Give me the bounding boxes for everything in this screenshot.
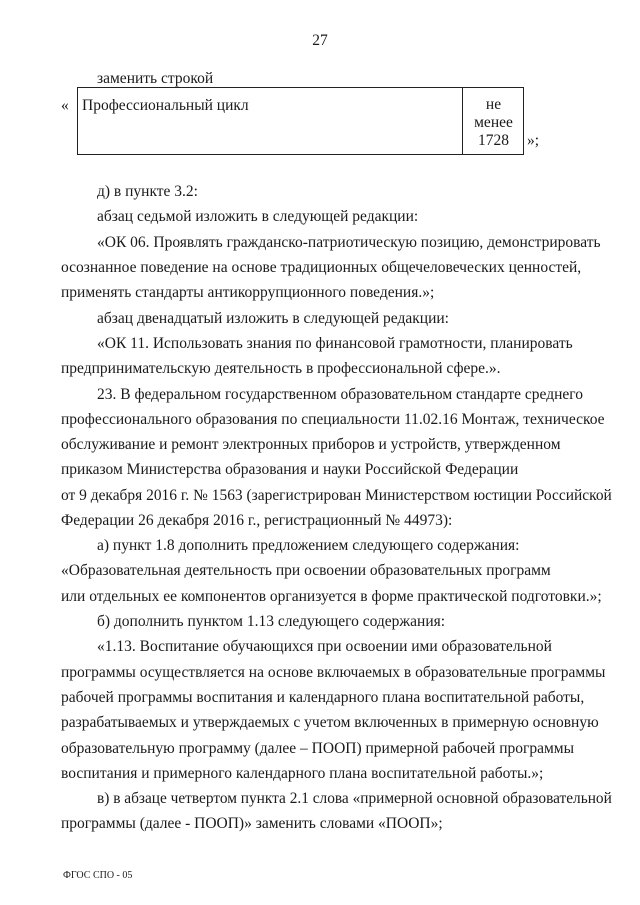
text-line: рабочей программы воспитания и календарного плана воспитательной работы, bbox=[61, 689, 585, 706]
text-line: «ОК 11. Использовать знания по финансовой грамотности, планировать bbox=[97, 335, 573, 352]
text-line: «Образовательная деятельность при освоении образовательных программ bbox=[61, 562, 551, 579]
table-open-quote: « bbox=[61, 97, 69, 114]
text-line: воспитания и примерного календарного плана воспитательной работы.»; bbox=[61, 765, 544, 782]
text-line: осознанное поведение на основе традиционных общечеловеческих ценностей, bbox=[61, 259, 582, 276]
text-line: предпринимательскую деятельность в профессиональной сфере.». bbox=[61, 360, 501, 377]
footer-code: ФГОС СПО - 05 bbox=[63, 870, 133, 881]
text-line: 23. В федеральном государственном образовательном стандарте среднего bbox=[97, 386, 583, 403]
text-line: от 9 декабря 2016 г. № 1563 (зарегистрирован Министерством юстиции Российской bbox=[61, 487, 612, 504]
text-line: в) в абзаце четвертом пункта 2.1 слова «примерной основной образовательной bbox=[97, 790, 612, 807]
table-close: »; bbox=[527, 132, 540, 149]
table-cell-right-1: не bbox=[485, 96, 502, 113]
text-line: абзац седьмой изложить в следующей редакции: bbox=[97, 208, 419, 225]
text-line: или отдельных ее компонентов организуется в форме практической подготовки.»; bbox=[61, 588, 602, 605]
text-line: применять стандарты антикоррупционного поведения.»; bbox=[61, 284, 435, 301]
table-cell-right-2: менее bbox=[474, 114, 513, 131]
text-line: «1.13. Воспитание обучающихся при освоении ими образовательной bbox=[97, 638, 552, 655]
text-line: д) в пункте 3.2: bbox=[97, 183, 198, 200]
text-line: Федерации 26 декабря 2016 г., регистрационный № 44973): bbox=[61, 512, 453, 529]
text-line: разрабатываемых и утверждаемых с учетом включенных в примерную основную bbox=[61, 714, 599, 731]
table-cell-left: Профессиональный цикл bbox=[82, 97, 249, 114]
text-line: программы (далее - ПООП)» заменить словами «ПООП»; bbox=[61, 815, 443, 832]
text-line: а) пункт 1.8 дополнить предложением следующего содержания: bbox=[97, 537, 520, 554]
text-line: «ОК 06. Проявлять гражданско-патриотическую позицию, демонстрировать bbox=[97, 234, 601, 251]
text-line: приказом Министерства образования и науки Российской Федерации bbox=[61, 461, 519, 478]
text-line: обслуживание и ремонт электронных приборов и устройств, утвержденном bbox=[61, 436, 561, 453]
text-line: абзац двенадцатый изложить в следующей редакции: bbox=[97, 310, 449, 327]
text-line: программы осуществляется на основе включаемых в образовательные программы bbox=[61, 664, 606, 681]
intro-text: заменить строкой bbox=[97, 70, 214, 87]
text-line: образовательную программу (далее – ПООП) примерной рабочей программы bbox=[61, 740, 575, 757]
text-line: профессионального образования по специальности 11.02.16 Монтаж, техническое bbox=[61, 411, 605, 428]
text-line: б) дополнить пунктом 1.13 следующего содержания: bbox=[97, 613, 446, 630]
table-cell-right-3: 1728 bbox=[478, 132, 509, 149]
page-number: 27 bbox=[312, 32, 328, 49]
